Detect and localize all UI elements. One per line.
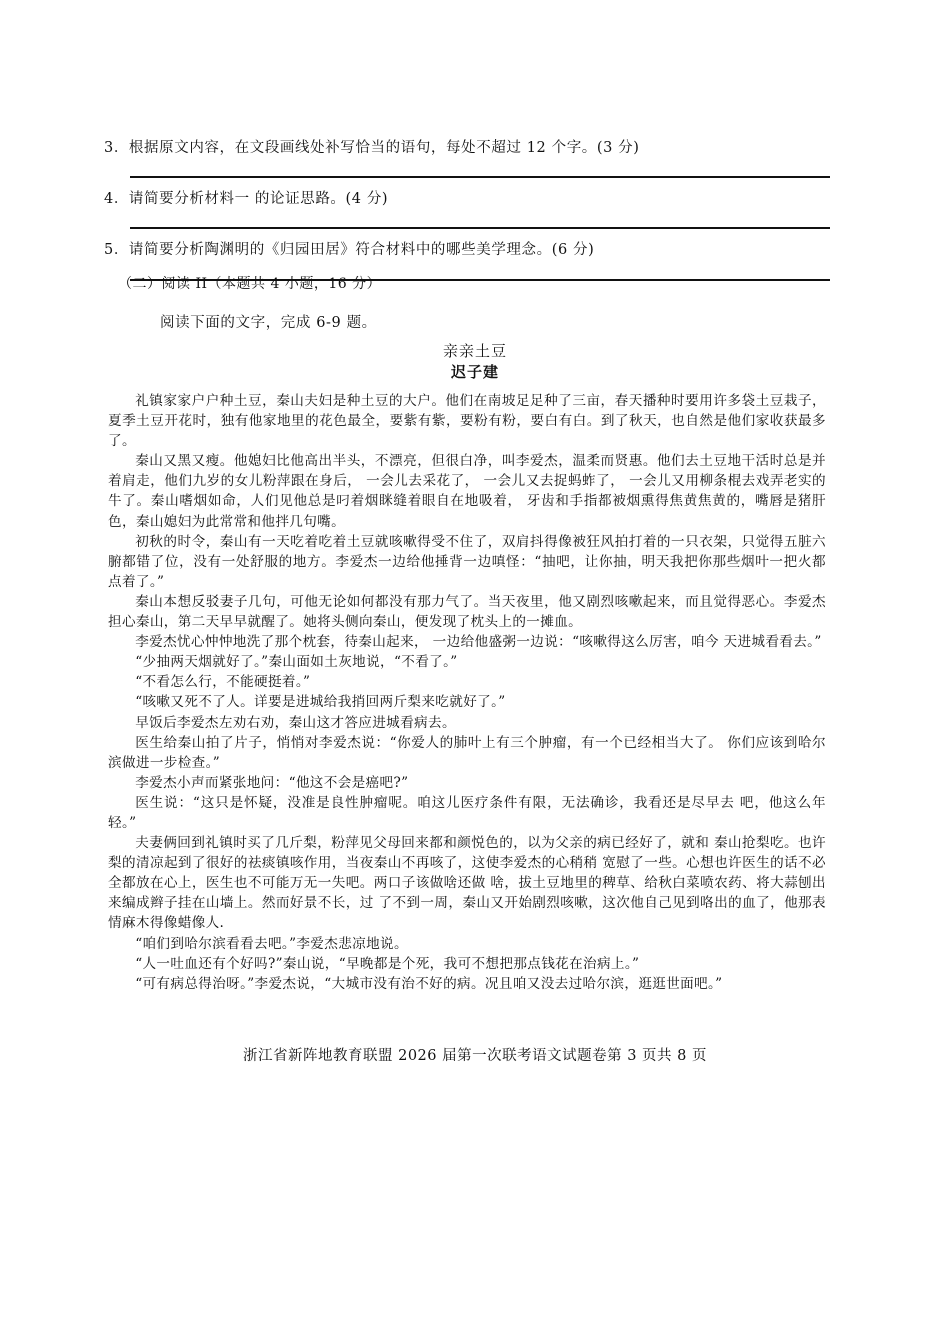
reading-instruction: 阅读下面的文字，完成 6-9 题。 xyxy=(160,315,377,331)
page-footer: 浙江省新阵地教育联盟 2026 届第一次联考语文试题卷第 3 页共 8 页 xyxy=(242,1048,707,1064)
question-4: 4．请简要分析材料一 的论证思路。(4 分) xyxy=(104,191,389,207)
paragraph: 秦山本想反驳妻子几句，可他无论如何都没有那力气了。当天夜里，他又剧烈咳嗽起来，而且觉得恶心。李爱杰担心秦山，第二天早早就醒了。她将头侧向秦山，便发现了枕头上的一摊血。 xyxy=(108,593,826,631)
answer-line-5 xyxy=(130,279,830,281)
paragraph: “人一吐血还有个好吗?”秦山说，“早晚都是个死，我可不想把那点钱花在治病上。” xyxy=(135,955,640,972)
paragraph: 李爱杰小声而紧张地问：“他这不会是癌吧?” xyxy=(135,774,409,791)
article-title: 亲亲土豆 xyxy=(442,342,507,360)
paragraph: “不看怎么行，不能硬挺着。” xyxy=(135,674,311,691)
paragraph: 礼镇家家户户种土豆，秦山夫妇是种土豆的大户。他们在南坡足足种了三亩，春天播种时要用许多袋土豆栽子，夏季土豆开花时，独有他家地里的花色最全，要紫有紫，要粉有粉，要白有白。到了秋天，也自然是他们家收获最多了。 xyxy=(108,393,826,450)
paragraph: 医生给秦山拍了片子，悄悄对李爱杰说：“你爱人的肺叶上有三个肿瘤，有一个已经相当大了。 你们应该到哈尔滨做进一步检查。” xyxy=(108,734,826,771)
section-heading: （二）阅读 II（本题共 4 小题，16 分） xyxy=(118,276,382,292)
paragraph: 李爱杰忧心忡忡地洗了那个枕套，待秦山起来， 一边给他盛粥一边说：“咳嗽得这么厉害，咱今 天进城看看去。” xyxy=(135,634,822,651)
answer-line-3 xyxy=(130,176,830,178)
question-3: 3．根据原文内容，在文段画线处补写恰当的语句，每处不超过 12 个字。(3 分) xyxy=(104,140,640,156)
paragraph: 秦山又黑又瘦。他媳妇比他高出半头，不漂亮，但很白净，叫李爱杰，温柔而贤惠。他们去土豆地干活时总是并着肩走，他们九岁的女儿粉萍跟在身后， 一会儿去采花了， 一会儿又去捉蚂蚱了， 一会儿又用柳条棍去戏弄老实的牛了。秦山嗜烟如命，人们见他总是叼着烟眯缝着眼自在地吸着， 牙齿和手指都被烟熏得焦黄焦黄的，嘴唇是猪肝色，秦山媳妇为此常常和他拌几句嘴。 xyxy=(108,453,826,530)
article-author: 迟子建 xyxy=(450,363,499,381)
paragraph: “可有病总得治呀。”李爱杰说，“大城市没有治不好的病。况且咱又没去过哈尔滨，逛逛世面吧。” xyxy=(135,975,723,992)
paragraph: “咱们到哈尔滨看看去吧。”李爱杰悲凉地说。 xyxy=(135,935,408,952)
paragraph: “少抽两天烟就好了。”秦山面如土灰地说，“不看了。” xyxy=(135,654,458,671)
answer-line-4 xyxy=(130,227,830,229)
question-5: 5．请简要分析陶渊明的《归园田居》符合材料中的哪些美学理念。(6 分) xyxy=(104,242,595,258)
paragraph: 早饭后李爱杰左劝右劝，秦山这才答应进城看病去。 xyxy=(135,714,456,731)
paragraph: 初秋的时令，秦山有一天吃着吃着土豆就咳嗽得受不住了，双肩抖得像被狂风拍打着的一只衣架，只觉得五脏六腑都错了位，没有一处舒服的地方。李爱杰一边给他捶背一边嗔怪：“抽吧，让你抽，明天我把你那些烟叶一把火都点着了。” xyxy=(108,533,826,590)
article-body xyxy=(108,391,826,994)
paragraph: 夫妻俩回到礼镇时买了几斤梨，粉萍见父母回来都和颜悦色的，以为父亲的病已经好了，就和 秦山抢梨吃。也许梨的清凉起到了很好的祛痰镇咳作用，当夜秦山不再咳了，这使李爱杰的心稍稍 宽慰了一些。心想也许医生的话不必全都放在心上，医生也不可能万无一失吧。两口子该做啥还做 啥，拔土豆地里的稗草、给秋白菜喷农药、将大蒜刨出来编成辫子挂在山墙上。然而好景不长，过 了不到一周，秦山又开始剧烈咳嗽，这次他自己见到咯出的血了，他那表情麻木得像蜡像人. xyxy=(108,835,826,932)
paragraph: 医生说：“这只是怀疑，没准是良性肿瘤呢。咱这儿医疗条件有限，无法确诊，我看还是尽早去 吧，他这么年轻。” xyxy=(108,794,826,831)
paragraph: “咳嗽又死不了人。详要是进城给我捎回两斤梨来吃就好了。” xyxy=(135,694,506,711)
